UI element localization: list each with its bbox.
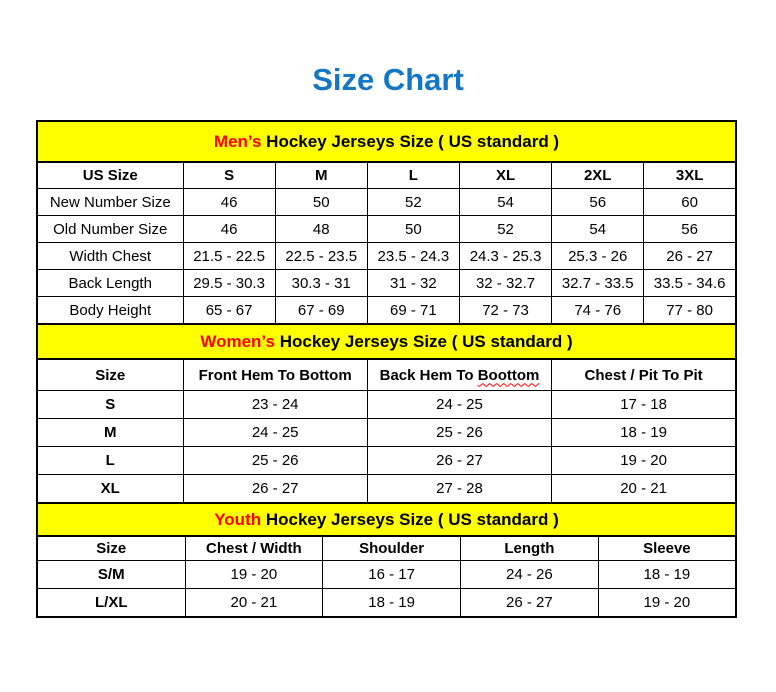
table-cell: 18 - 19	[323, 589, 461, 618]
table-cell: 19 - 20	[552, 447, 736, 475]
table-cell: 56	[644, 216, 736, 243]
table-cell: XL	[37, 475, 183, 504]
table-cell: 72 - 73	[459, 297, 551, 325]
table-cell: 31 - 32	[367, 270, 459, 297]
table-cell: 67 - 69	[275, 297, 367, 325]
page-title: Size Chart	[312, 62, 464, 97]
table-cell: 50	[275, 189, 367, 216]
mens-banner-highlight: Men’s	[213, 131, 262, 151]
table-cell: 33.5 - 34.6	[644, 270, 736, 297]
womens-banner-text: Hockey Jerseys Size ( US standard )	[274, 331, 573, 351]
table-cell: 56	[552, 189, 644, 216]
table-row	[37, 243, 736, 270]
table-cell: 26 - 27	[461, 589, 599, 618]
header-cell: Length	[461, 536, 599, 561]
table-row	[37, 589, 736, 618]
header-row	[37, 359, 736, 391]
misspelled-word: Boottom	[477, 366, 540, 384]
header-cell: 3XL	[644, 162, 736, 189]
table-cell: 21.5 - 22.5	[183, 243, 275, 270]
table-row	[37, 561, 736, 589]
table-cell: 30.3 - 31	[275, 270, 367, 297]
youth-banner-highlight: Youth	[214, 509, 262, 529]
table-cell: 17 - 18	[552, 391, 736, 419]
table-row	[37, 447, 736, 475]
youth-size-table	[36, 535, 737, 618]
table-cell: Width Chest	[37, 243, 183, 270]
table-cell: 60	[644, 189, 736, 216]
table-cell: 19 - 20	[185, 561, 323, 589]
header-cell: Size	[37, 536, 185, 561]
table-cell: 23.5 - 24.3	[367, 243, 459, 270]
table-row	[37, 297, 736, 325]
table-cell: 25 - 26	[367, 419, 551, 447]
table-cell: 20 - 21	[552, 475, 736, 504]
table-cell: Old Number Size	[37, 216, 183, 243]
header-cell: M	[275, 162, 367, 189]
header-cell: Shoulder	[323, 536, 461, 561]
table-row	[37, 391, 736, 419]
youth-banner	[36, 502, 737, 537]
womens-section	[36, 323, 737, 504]
header-cell: Front Hem To Bottom	[183, 359, 367, 391]
table-cell: 46	[183, 189, 275, 216]
table-cell: L/XL	[37, 589, 185, 618]
table-cell: 24 - 25	[183, 419, 367, 447]
table-cell: 26 - 27	[183, 475, 367, 504]
table-cell: 25.3 - 26	[552, 243, 644, 270]
table-cell: 52	[367, 189, 459, 216]
table-cell: 32.7 - 33.5	[552, 270, 644, 297]
table-cell: 24.3 - 25.3	[459, 243, 551, 270]
table-cell: Body Height	[37, 297, 183, 325]
table-cell: 54	[459, 189, 551, 216]
header-cell: L	[367, 162, 459, 189]
table-cell: 24 - 25	[367, 391, 551, 419]
table-cell: 32 - 32.7	[459, 270, 551, 297]
table-cell: 48	[275, 216, 367, 243]
table-cell: 65 - 67	[183, 297, 275, 325]
table-cell: 24 - 26	[461, 561, 599, 589]
header-cell: S	[183, 162, 275, 189]
table-cell: Back Length	[37, 270, 183, 297]
table-row	[37, 189, 736, 216]
header-cell: Sleeve	[598, 536, 736, 561]
table-cell: 18 - 19	[598, 561, 736, 589]
table-cell: 29.5 - 30.3	[183, 270, 275, 297]
table-cell: L	[37, 447, 183, 475]
table-row	[37, 270, 736, 297]
header-cell: Size	[37, 359, 183, 391]
table-cell: 46	[183, 216, 275, 243]
womens-banner	[36, 323, 737, 360]
header-cell: XL	[459, 162, 551, 189]
table-cell: 50	[367, 216, 459, 243]
table-cell: 52	[459, 216, 551, 243]
header-cell: Back Hem To Boottom	[367, 359, 551, 391]
table-cell: 25 - 26	[183, 447, 367, 475]
table-cell: 20 - 21	[185, 589, 323, 618]
table-cell: 26 - 27	[644, 243, 736, 270]
mens-banner-text: Hockey Jerseys Size ( US standard )	[261, 131, 560, 151]
table-cell: 16 - 17	[323, 561, 461, 589]
youth-banner-text: Hockey Jerseys Size ( US standard )	[261, 509, 559, 529]
table-cell: 19 - 20	[598, 589, 736, 618]
table-cell: 23 - 24	[183, 391, 367, 419]
table-row	[37, 419, 736, 447]
table-cell: 18 - 19	[552, 419, 736, 447]
table-cell: 77 - 80	[644, 297, 736, 325]
table-cell: 26 - 27	[367, 447, 551, 475]
header-cell: US Size	[37, 162, 183, 189]
mens-section	[36, 120, 737, 325]
table-cell: S	[37, 391, 183, 419]
table-cell: S/M	[37, 561, 185, 589]
table-cell: New Number Size	[37, 189, 183, 216]
table-row	[37, 216, 736, 243]
table-cell: M	[37, 419, 183, 447]
header-row	[37, 162, 736, 189]
mens-size-table	[36, 161, 737, 325]
table-row	[37, 475, 736, 504]
table-cell: 69 - 71	[367, 297, 459, 325]
table-cell: 54	[552, 216, 644, 243]
header-cell: 2XL	[552, 162, 644, 189]
table-cell: 22.5 - 23.5	[275, 243, 367, 270]
table-cell: 27 - 28	[367, 475, 551, 504]
header-cell: Chest / Width	[185, 536, 323, 561]
header-cell: Chest / Pit To Pit	[552, 359, 736, 391]
header-row	[37, 536, 736, 561]
womens-size-table	[36, 358, 737, 504]
size-chart-container	[36, 120, 737, 618]
womens-banner-highlight: Women’s	[200, 331, 275, 351]
mens-banner	[36, 120, 737, 163]
youth-section	[36, 502, 737, 618]
table-cell: 74 - 76	[552, 297, 644, 325]
